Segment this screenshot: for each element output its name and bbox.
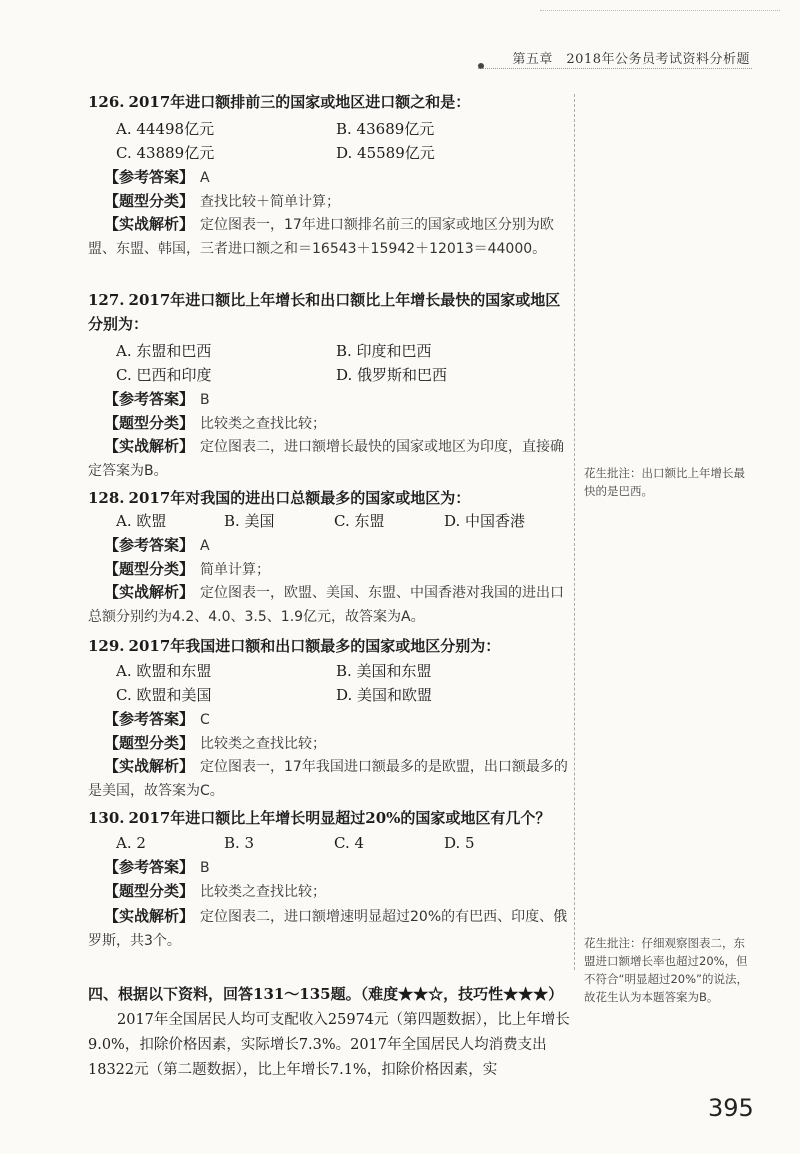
q128-option-a: A. 欧盟 [116, 512, 167, 530]
q129-answer: 【参考答案】 C [104, 710, 210, 728]
question-126-stem: 126. 2017年进口额排前三的国家或地区进口额之和是： [88, 93, 471, 111]
q128-type: 【题型分类】 简单计算； [104, 560, 271, 578]
margin-divider [574, 94, 575, 970]
question-128-stem: 128. 2017年对我国的进出口总额最多的国家或地区为： [88, 489, 471, 507]
q126-option-c: C. 43889亿元 [116, 144, 215, 162]
q129-analysis: 【实战解析】 定位图表一，17年我国进口额最多的是欧盟，出口额最多的是美国，故答案为C。 [88, 757, 568, 799]
q130-option-a: A. 2 [116, 834, 146, 852]
q130-option-b: B. 3 [224, 834, 255, 852]
section-paragraph: 2017年全国居民人均可支配收入25974元（第四题数据），比上年增长9.0%，扣除价格因素，实际增长7.3%。2017年全国居民人均消费支出18322元（第二题数据），比上年增长7.1%，扣除价格因素，实 [88, 1012, 570, 1078]
q127-answer: 【参考答案】 B [104, 390, 210, 408]
q126-option-b: B. 43689亿元 [336, 120, 435, 138]
q126-option-d: D. 45589亿元 [336, 144, 435, 162]
q130-analysis: 【实战解析】 定位图表二，进口额增速明显超过20%的有巴西、印度、俄罗斯，共3个。 [88, 907, 568, 949]
q127-type: 【题型分类】 比较类之查找比较； [104, 414, 327, 432]
q129-option-a: A. 欧盟和东盟 [116, 662, 212, 680]
question-127-stem: 127. 2017年进口额比上年增长和出口额比上年增长最快的国家或地区分别为： [88, 291, 561, 333]
side-note-2: 花生批注：仔细观察图表二，东盟进口额增长率也超过20%，但不符合“明显超过20%”的说法，故花生认为本题答案为B。 [584, 936, 748, 1004]
q128-answer: 【参考答案】 A [104, 536, 210, 554]
question-129-stem: 129. 2017年我国进口额和出口额最多的国家或地区分别为： [88, 637, 501, 655]
page-number: 395 [708, 1094, 754, 1122]
question-130-stem: 130. 2017年进口额比上年增长明显超过20%的国家或地区有几个？ [88, 809, 551, 827]
q129-type: 【题型分类】 比较类之查找比较； [104, 734, 327, 752]
q129-option-d: D. 美国和欧盟 [336, 686, 433, 704]
q127-option-c: C. 巴西和印度 [116, 366, 212, 384]
q126-answer: 【参考答案】 A [104, 168, 210, 186]
q127-option-d: D. 俄罗斯和巴西 [336, 366, 448, 384]
q126-option-a: A. 44498亿元 [116, 120, 215, 138]
running-header: 第五章 2018年公务员考试资料分析题 [512, 52, 750, 67]
q128-analysis: 【实战解析】 定位图表一，欧盟、美国、东盟、中国香港对我国的进出口总额分别约为4.2、4.0、3.5、1.9亿元，故答案为A。 [88, 583, 565, 625]
q130-type: 【题型分类】 比较类之查找比较； [104, 882, 327, 900]
q128-option-c: C. 东盟 [334, 512, 385, 530]
side-note-1: 花生批注：出口额比上年增长最快的是巴西。 [584, 466, 745, 498]
q130-option-c: C. 4 [334, 834, 365, 852]
q129-option-b: B. 美国和东盟 [336, 662, 432, 680]
q127-option-b: B. 印度和巴西 [336, 342, 432, 360]
q127-analysis: 【实战解析】 定位图表二，进口额增长最快的国家或地区为印度，直接确定答案为B。 [88, 437, 565, 479]
q126-analysis: 【实战解析】 定位图表一，17年进口额排名前三的国家或地区分别为欧盟、东盟、韩国，三者进口额之和＝16543＋15942＋12013＝44000。 [88, 215, 554, 257]
top-rule [540, 10, 780, 11]
q127-option-a: A. 东盟和巴西 [116, 342, 212, 360]
header-rule [478, 68, 752, 69]
q130-option-d: D. 5 [444, 834, 475, 852]
q128-option-d: D. 中国香港 [444, 512, 526, 530]
q130-answer: 【参考答案】 B [104, 858, 210, 876]
q129-option-c: C. 欧盟和美国 [116, 686, 212, 704]
section-heading: 四、根据以下资料，回答131～135题。（难度★★☆，技巧性★★★） [88, 985, 564, 1003]
q126-type: 【题型分类】 查找比较＋简单计算； [104, 192, 341, 210]
q128-option-b: B. 美国 [224, 512, 275, 530]
